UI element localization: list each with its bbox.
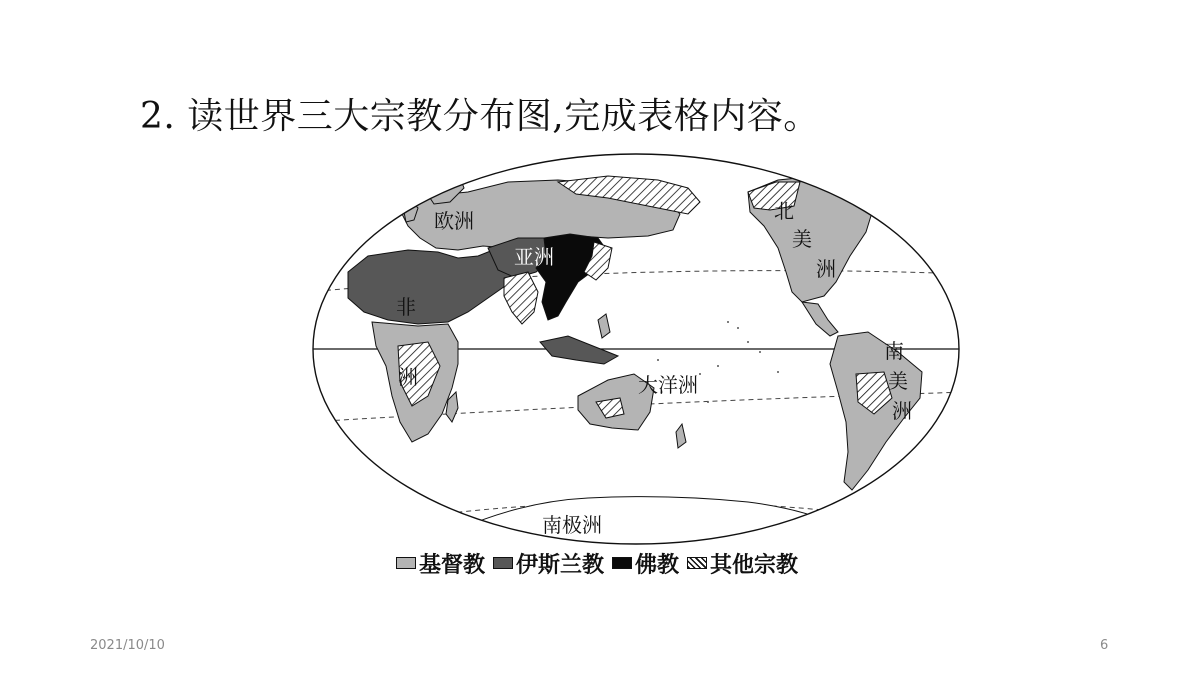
legend-label-islam: 伊斯兰教 [516,551,605,578]
legend-label-christianity: 基督教 [419,551,486,578]
africa-label-char-1: 非 [396,295,416,319]
legend-label-other-religions: 其他宗教 [710,551,799,578]
world-map [308,152,968,578]
antarctica-region [428,497,868,544]
legend-item-islam [493,548,604,579]
south-america-label-char-1: 南 [884,339,904,363]
oceania-label: 大洋洲 [638,373,698,397]
africa-label-char-2: 洲 [398,365,418,389]
europe-label: 欧洲 [434,209,474,233]
asia-label: 亚洲 [514,245,554,269]
south-america-label-char-3: 洲 [892,399,912,423]
footer-date: 2021/10/10 [90,638,165,653]
north-america-label-char-3: 洲 [816,257,836,281]
north-america-label-char-1: 北 [774,199,794,223]
legend-item-buddhism [612,548,679,579]
new-zealand-region [676,424,686,448]
footer-page-number: 6 [1100,638,1109,653]
legend-swatch-christianity [396,557,416,569]
legend-swatch-other-religions [687,557,707,569]
legend-label-buddhism: 佛教 [635,551,680,578]
legend-swatch-buddhism [612,557,632,569]
slide-title: 2. 读世界三大宗教分布图,完成表格内容。 [140,96,820,137]
philippines-region [598,314,610,338]
southeast-asia-islands-region [540,336,618,364]
religion-distribution-map [308,152,968,578]
greenland-region [828,166,868,190]
central-america-region [802,302,838,336]
south-asia-other-region [504,272,538,324]
legend-item-other-religions [687,548,798,579]
north-america-label-char-2: 美 [792,227,812,251]
legend-item-christianity [396,548,485,579]
south-america-label-char-2: 美 [888,369,908,393]
map-legend [396,550,806,576]
antarctica-label: 南极洲 [542,513,602,537]
legend-swatch-islam [493,557,513,569]
